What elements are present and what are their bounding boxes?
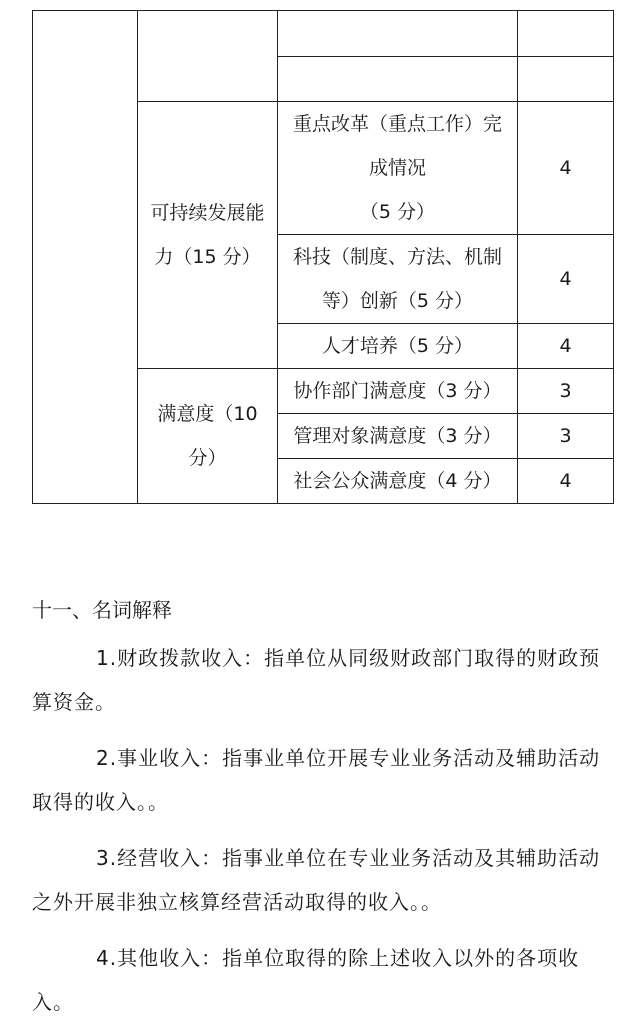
glossary-list (32, 636, 616, 1036)
glossary-item: 1.财政拨款收入：指单位从同级财政部门取得的财政预算资金。 (32, 646, 601, 714)
item-label-line: 重点改革（重点工作）完 (292, 113, 502, 135)
blank-item-cell (278, 11, 518, 57)
item-label-line: （5 分） (359, 201, 436, 223)
glossary-item: 3.经营收入：指事业单位在专业业务活动及其辅助活动之外开展非独立核算经营活动取得的收入。。 (32, 846, 601, 914)
item-cell (278, 235, 518, 324)
item-cell: 协作部门满意度（3 分） (278, 369, 518, 414)
score-cell: 4 (518, 324, 614, 369)
score-cell: 3 (518, 414, 614, 459)
item-label-line: 等）创新（5 分） (321, 290, 474, 312)
category-label-line: 满意度（10 (157, 403, 258, 425)
satisfaction-category-cell (138, 369, 278, 504)
glossary-item: 4.其他收入：指单位取得的除上述收入以外的各项收入。 (32, 946, 580, 1014)
item-cell: 社会公众满意度（4 分） (278, 459, 518, 504)
category-label-line: 力（15 分） (154, 246, 261, 268)
blank-score-cell (518, 11, 614, 57)
score-cell: 4 (518, 235, 614, 324)
sustainability-category-cell (138, 102, 278, 369)
category-label-line: 可持续发展能 (150, 202, 265, 224)
first-column-cell (33, 11, 138, 504)
item-label-line: 成情况 (368, 157, 426, 179)
table-row (33, 11, 614, 57)
blank-category-cell (138, 11, 278, 102)
item-label-line: 科技（制度、方法、机制 (292, 246, 502, 268)
category-label-line: 分） (188, 447, 227, 469)
performance-score-table (32, 10, 614, 504)
blank-item-cell (278, 57, 518, 102)
item-cell (278, 102, 518, 235)
score-cell: 4 (518, 102, 614, 235)
glossary-item: 2.事业收入：指事业单位开展专业业务活动及辅助活动取得的收入。。 (32, 746, 601, 814)
item-cell: 人才培养（5 分） (278, 324, 518, 369)
score-cell: 4 (518, 459, 614, 504)
item-cell: 管理对象满意度（3 分） (278, 414, 518, 459)
glossary-heading: 十一、名词解释 (32, 598, 172, 622)
score-cell: 3 (518, 369, 614, 414)
blank-score-cell (518, 57, 614, 102)
